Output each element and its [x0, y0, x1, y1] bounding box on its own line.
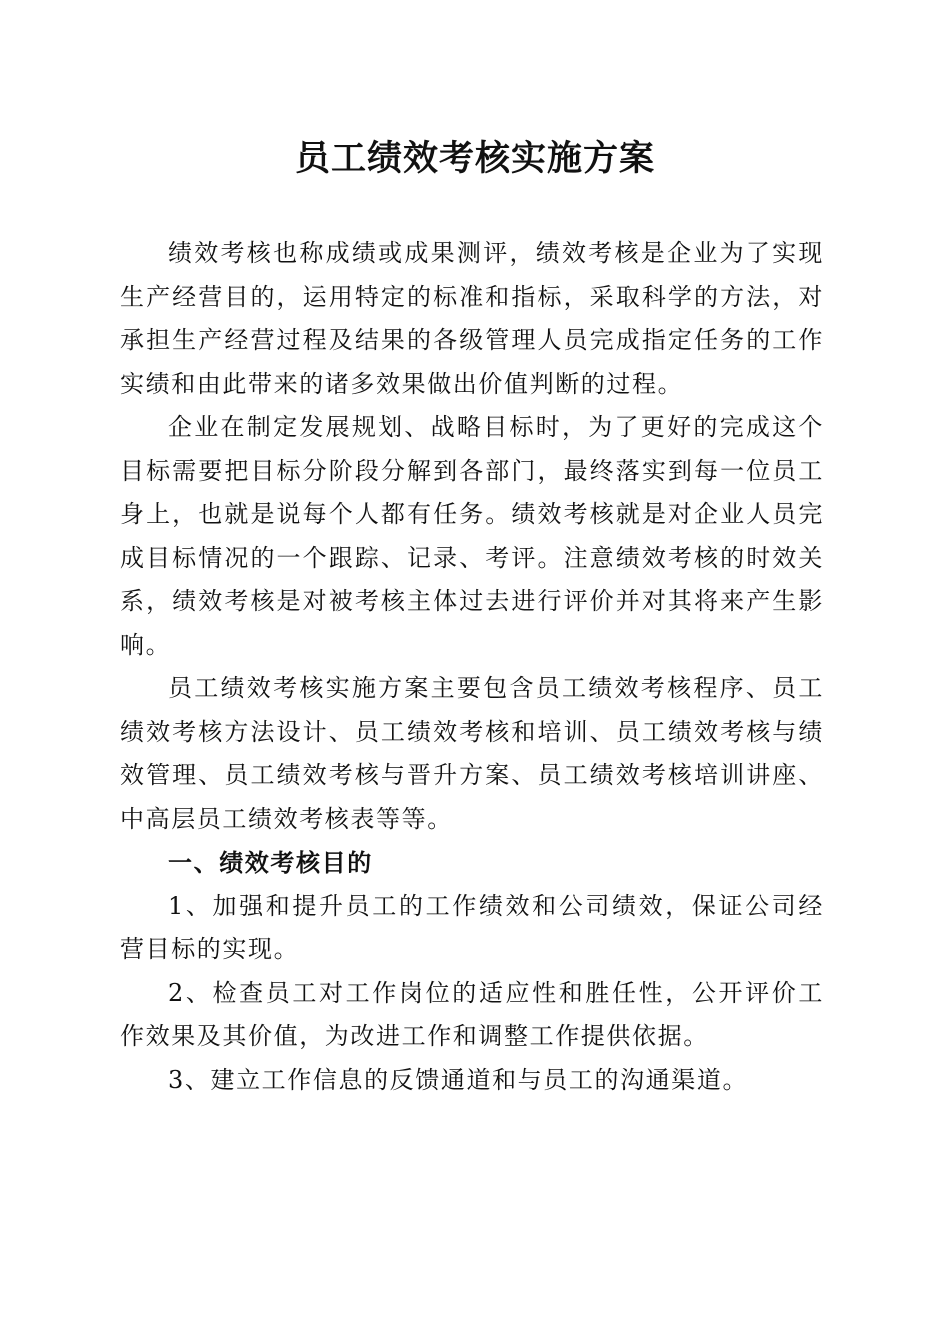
- purpose-item-2: 2、检查员工对工作岗位的适应性和胜任性，公开评价工作效果及其价值，为改进工作和调整工作提供依据。: [120, 978, 824, 1050]
- intro-paragraph-1: 绩效考核也称成绩或成果测评，绩效考核是企业为了实现生产经营目的，运用特定的标准和指标，采取科学的方法，对承担生产经营过程及结果的各级管理人员完成指定任务的工作实绩和由此带来的诸多效果做出价值判断的过程。: [120, 239, 824, 398]
- intro-paragraph-2: 企业在制定发展规划、战略目标时，为了更好的完成这个目标需要把目标分阶段分解到各部门，最终落实到每一位员工身上，也就是说每个人都有任务。绩效考核就是对企业人员完成目标情况的一个跟踪、记录、考评。注意绩效考核的时效关系，绩效考核是对被考核主体过去进行评价并对其将来产生影响。: [120, 413, 824, 659]
- document-body: [120, 232, 824, 1102]
- purpose-item-3: 3、建立工作信息的反馈通道和与员工的沟通渠道。: [168, 1065, 749, 1094]
- document-title: 员工绩效考核实施方案: [294, 138, 655, 179]
- purpose-item-1: 1、加强和提升员工的工作绩效和公司绩效，保证公司经营目标的实现。: [120, 891, 824, 963]
- section-heading-purpose: 一、绩效考核目的: [168, 848, 373, 877]
- intro-paragraph-3: 员工绩效考核实施方案主要包含员工绩效考核程序、员工绩效考核方法设计、员工绩效考核和培训、员工绩效考核与绩效管理、员工绩效考核与晋升方案、员工绩效考核培训讲座、中高层员工绩效考核表等等。: [120, 674, 824, 833]
